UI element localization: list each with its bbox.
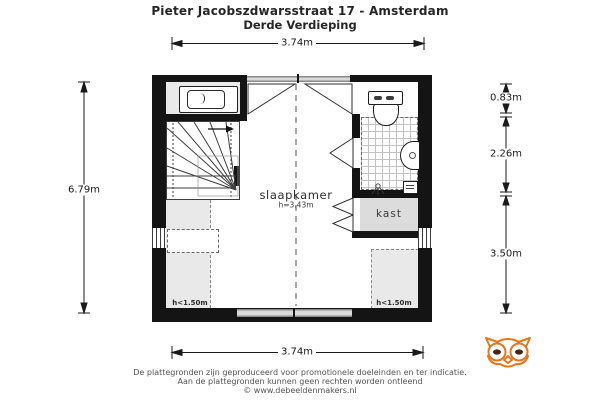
dimension-label-right-middle: 2.26m (487, 149, 525, 160)
door-swing-closet-top (248, 84, 295, 114)
stairs (167, 122, 240, 200)
low-ceiling-label-right: h<1.50m (376, 299, 412, 307)
owl-logo (486, 338, 530, 367)
low-ceiling-label-left: h<1.50m (172, 299, 208, 307)
bedroom-height-label: h=3.43m (278, 200, 314, 210)
closet-label: kast (376, 208, 402, 220)
dimension-left (78, 82, 90, 313)
page-title: Pieter Jacobszdwarsstraat 17 - Amsterdam (151, 4, 449, 18)
dimension-label-right-top: 0.83m (487, 93, 525, 104)
bedroom-label: slaapkamer (259, 188, 333, 202)
dimension-label-top: 3.74m (278, 38, 316, 49)
footer-copyright: © www.debeeldenmakers.nl (243, 386, 357, 395)
dimension-label-left: 6.79m (65, 185, 103, 196)
shower-head-icon (372, 184, 384, 195)
footer-disclaimer-line2: Aan de plattegronden kunnen geen rechten worden ontleend (177, 377, 423, 386)
door-swing-closet-upper (333, 198, 353, 215)
door-swings (248, 84, 353, 232)
door-swing-bathroom-top (305, 84, 352, 114)
page-subtitle: Derde Verdieping (243, 18, 357, 32)
footer-disclaimer-line1: De plattegronden zijn geproduceerd voor promotionele doeleinden en ter indicatie. (133, 368, 467, 377)
door-swing-bathroom (330, 138, 353, 168)
door-swing-closet-lower (333, 215, 353, 232)
dimension-label-bottom: 3.74m (278, 347, 316, 358)
dimension-label-right-bottom: 3.50m (487, 249, 525, 260)
